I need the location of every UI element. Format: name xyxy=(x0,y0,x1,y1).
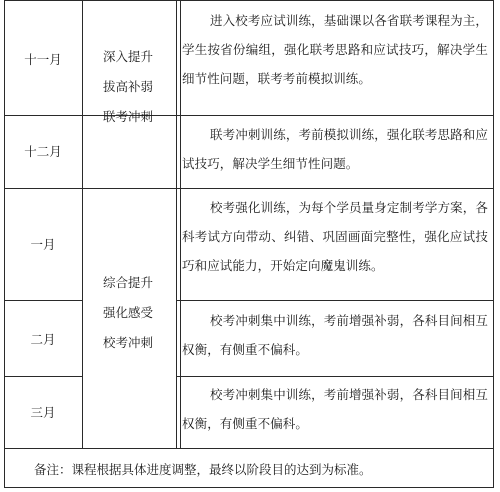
phase-line: 强化感受 xyxy=(102,305,153,320)
phase-line: 综合提升 xyxy=(102,275,153,290)
column-divider-inner xyxy=(180,0,181,448)
phase-cell xyxy=(78,268,178,358)
schedule-table xyxy=(4,0,494,488)
content-text: 进入校考应试训练，基础课以各省联考课程为主，学生按省份编组，强化联考思路和应试技巧，解决学生细节性问题，联考考前模拟训练。 xyxy=(182,13,488,86)
content-cell xyxy=(182,380,488,438)
note-divider xyxy=(4,448,494,449)
phase-line: 联考冲刺 xyxy=(102,109,153,124)
content-text: 联考冲刺训练，考前模拟训练，强化联考思路和应试技巧，解决学生细节性问题。 xyxy=(182,127,488,171)
row-divider xyxy=(4,188,494,189)
content-cell xyxy=(182,193,488,280)
row-divider xyxy=(176,300,494,301)
phase-cell xyxy=(78,42,178,132)
row-divider xyxy=(4,376,82,377)
table-border-left xyxy=(4,0,5,488)
phase-line: 深入提升 xyxy=(102,49,153,64)
month-cell: 一月 xyxy=(30,237,56,252)
content-text: 校考冲刺集中训练，考前增强补弱，各科目间相互权衡，有侧重不偏科。 xyxy=(182,313,488,357)
month-cell: 三月 xyxy=(30,405,56,420)
content-cell xyxy=(182,120,488,178)
phase-line: 校考冲刺 xyxy=(102,335,153,350)
table-border-right xyxy=(493,0,494,488)
month-cell: 二月 xyxy=(30,332,56,347)
content-text: 校考强化训练，为每个学员量身定制考学方案，各科考试方向带动、纠错、巩固画面完整性，强化应试技巧和应试能力，开始定向魔鬼训练。 xyxy=(182,200,488,273)
month-cell: 十二月 xyxy=(24,144,62,159)
phase-line: 拔高补弱 xyxy=(102,79,153,94)
content-cell xyxy=(182,6,488,93)
table-border-top xyxy=(4,0,494,1)
content-text: 校考冲刺集中训练，考前增强补弱，各科目间相互权衡，有侧重不偏科。 xyxy=(182,387,488,431)
content-cell xyxy=(182,306,488,364)
month-cell: 十一月 xyxy=(24,52,62,67)
table-note: 备注：课程根据具体进度调整，最终以阶段目的达到为标准。 xyxy=(34,462,372,477)
row-divider xyxy=(176,376,494,377)
row-divider xyxy=(4,300,82,301)
table-border-bottom xyxy=(4,487,494,488)
